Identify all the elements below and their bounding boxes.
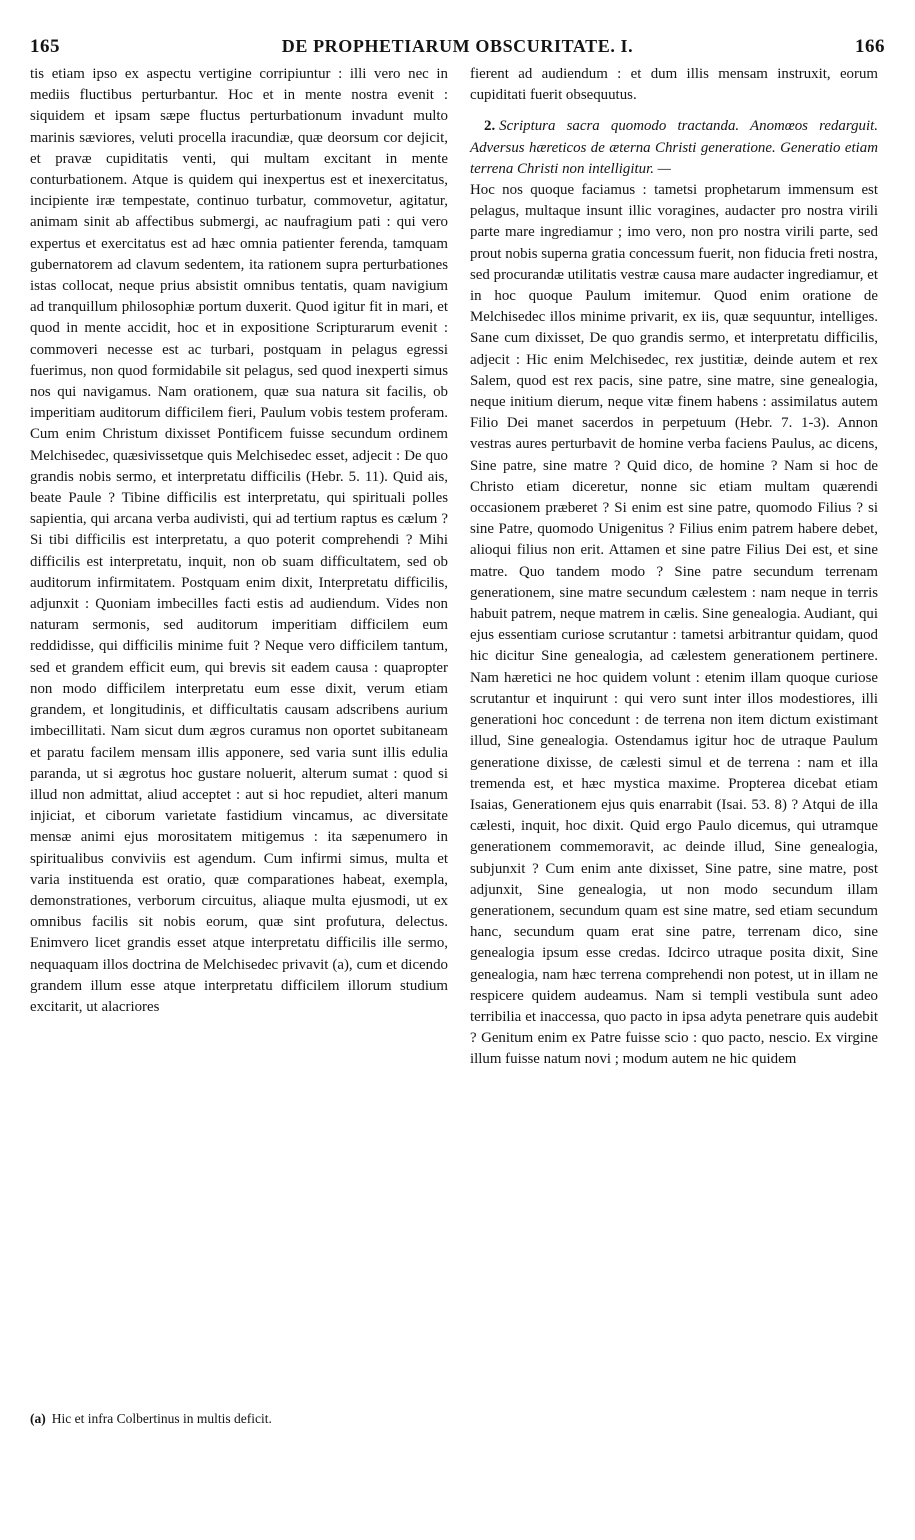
section-summary: Scriptura sacra quomodo tractanda. Anomœos redarguit. Adversus hæreticos de æterna Christi generatione. Generatio etiam terrena Christi non intelligitur. — [470,118,878,177]
right-column-opening-paragraph: fierent ad audiendum : et dum illis mensam instruxit, eorum cupiditati fuerit obsequutus. [470,66,878,104]
page-header [30,36,885,66]
footnote-text: Hic et infra Colbertinus in multis deficit. [51,1411,272,1426]
section-heading [470,116,878,180]
footnote-mark: (a) [30,1411,46,1426]
running-title: DE PROPHETIARUM OBSCURITATE. I. [281,36,634,56]
footnote [30,1410,448,1428]
right-column-main-paragraph: Hoc nos quoque faciamus : tametsi prophetarum immensum est pelagus, multaque insunt illic voragines, audacter pro nostra virili parte mare ingrediamur ; imo vero, non pro nostra virili parte, sed prout nobis superna gratia concessum fuerit, non fiducia freti nostra, sed procurandæ utilitatis vestræ causa mare audacter ingrediamur, et in hoc quoque Paulum imitemur. Quod enim oratione de Melchisedec illos minime privarit, ex iis, quæ sequuntur, intelliges. Sane cum dixisset, De quo grandis sermo, et interpretatu difficilis, adjecit : Hic enim Melchisedec, rex justitiæ, deinde autem et rex Salem, quod est rex pacis, sine patre, sine matre, sine genealogia, neque initium dierum, neque vitæ finem habens : assimilatus autem Filio Dei manet sacerdos in perpetuum (Hebr. 7. 1-3). Annon vestras aures perturbavit de homine verba faciens Paulus, ac dicens, Sine patre, sine matre ? Quid dico, de homine ? Nam si hoc de Christo etiam diceretur, nonne sic etiam multam quærendi occasionem præberet ? Si enim est sine patre, quomodo Filius ? si sine Patre, quomodo Unigenitus ? Filius enim patrem habere debet, alioqui filius non erit. Attamen et sine patre Filius Dei est, et sine matre. Quo tandem modo ? Sine patre secundum terrenam generationem, sine matre secundum cælestem : nam neque in terris habuit patrem, neque matrem in cælis. Sine genealogia. Audiant, qui ejus essentiam curiose scrutantur : tametsi arbitrantur quidam, quod hic dicitur Sine genealogia, ad cælestem generationem pertinere. Nam hæretici ne hoc quidem volunt : etenim illam quoque curiose scrutantur et inquirunt : qui vero sunt inter illos modestiores, illi generationi hoc concedunt : de terrena non item dictum existimant illud, Sine genealogia. Ostendamus igitur hoc de utraque Paulum generatione dixisse, de cælesti simul et de terrena : nam et illa tremenda est, et hæc mystica maxime. Propterea dicebat etiam Isaias, Generationem ejus quis enarrabit (Isai. 53. 8) ? Atqui de illa cælesti, inquit, hoc dixit. Quid ergo Paulo dicemus, qui utramque generationem commemoravit, ac deinde illud, Sine genealogia, subjunxit ? Cum enim ante dixisset, Sine patre, sine matre, post adjunxit, Sine genealogia, ut non modo secundum illam generationem, secundum quam est sine matre, sed etiam secundum hanc, secundum quam erat sine patre, terrenam dico, sine genealogia ipsum esse credas. Idcirco utraque posita dixit, Sine genealogia, nam hæc terrena comprehendi non potest, ut in illam ne respicere quidem audeamus. Nam si templi vestibula sunt adeo terribilia et inaccessa, quo pacto in ipsa adyta penetrare quis audebit ? Genitum enim ex Patre fuisse scio : quo pacto, nescio. Ex virgine illum fuisse natum novi ; modum autem ne hic quidem [470,182,878,1068]
left-page-number: 165 [30,36,60,57]
section-number: 2. [484,118,496,135]
left-text-column [30,64,448,1018]
right-text-column [470,64,878,1071]
left-column-paragraph: tis etiam ipso ex aspectu vertigine corripiuntur : illi vero nec in mediis fluctibus perturbantur. Hoc et in mente nostra evenit : siquidem et ipsam sæpe fluctus perturbationum invadunt multo marinis sæviores, veluti procella iracundiæ, quæ deorsum cor dejicit, et pravæ cupiditatis venti, qui multam excitant in mente conturbationem. Atque is quidem qui inexpertus est et inexercitatus, incipiente iræ tempestate, continuo turbatur, commovetur, agitatur, animam sinit ab affectibus submergi, ac naufragium pati : qui vero expertus et exercitatus est ad hæc omnia patienter ferenda, tamquam gubernatorem ad clavum sedentem, ita rationem supra perturbationes istas collocat, neque prius absistit omnibus tentatis, quam navigium ad tranquillum philosophiæ portum duxerit. Quod igitur fit in mari, et quod in mente accidit, hoc et in expositione Scripturarum evenit : commoveri necesse est ac turbari, postquam in pelagus egressi fuerimus, non quod formidabile sit pelagus, sed quod inexperti simus nos qui navigamus. Nam orationem, quæ sua natura sit facilis, ob imperitiam auditorum difficilem fieri, Paulum vobis testem proferam. Cum enim Christum dixisset Pontificem fuisse secundum ordinem Melchisedec, quæsivissetque quis Melchisedec esset, adjecit : De quo grandis nobis sermo, et interpretatu difficilis (Hebr. 5. 11). Quid ais, beate Paule ? Tibine difficilis est interpretatu, qui spirituali polles sapientia, qui arcana verba audivisti, qui ad tertium raptus es cælum ? Si tibi difficilis est interpretatu, a quo poterit comprehendi ? Mihi difficilis est interpretatu, inquit, non ob suam difficultatem, sed ob auditorum infirmitatem. Postquam enim dixit, Interpretatu difficilis, adjunxit : Quoniam imbecilles facti estis ad audiendum. Vides non naturam sermonis, sed auditorum imperitiam difficilem eum reddidisse, qui difficilis minime fuit ? Neque vero difficilem tantum, sed et grandem efficit eum, qui brevis sit eadem causa : quapropter non modo difficilem interpretatu eum esse dixit, verum etiam grandem, et longitudinis, et difficultatis causam adscribens aurium imbecillitati. Nam sicut dum ægros curamus non oportet subitaneam et paratu facilem mensam illis apponere, sed varia sunt illis edulia paranda, ut si ægrotus hoc gustare noluerit, alterum sumat : quod si illud non admittat, aliud acceptet : aut si hoc repudiet, alteri manum injiciat, et ciborum varietate fastidium vincamus, ac diversitate mensæ animi ejus morositatem mitigemus : ita sæpenumero in spiritualibus conviviis est agendum. Cum infirmi simus, multa et varia instituenda est oratio, quæ comparationes habeat, exempla, demonstrationes, verborum circuitus, aliaque multa ejusmodi, ut ex omnibus facilis sit nobis eorum, quæ sint profutura, delectus. Enimvero licet grandis esset atque interpretatu difficilis ille sermo, nequaquam illos doctrina de Melchisedec privavit (a), cum et dicendo grandem illum esse atque interpretatu difficilem illorum studium excitarit, ut alacriores [30,66,448,1015]
right-page-number: 166 [855,36,885,57]
